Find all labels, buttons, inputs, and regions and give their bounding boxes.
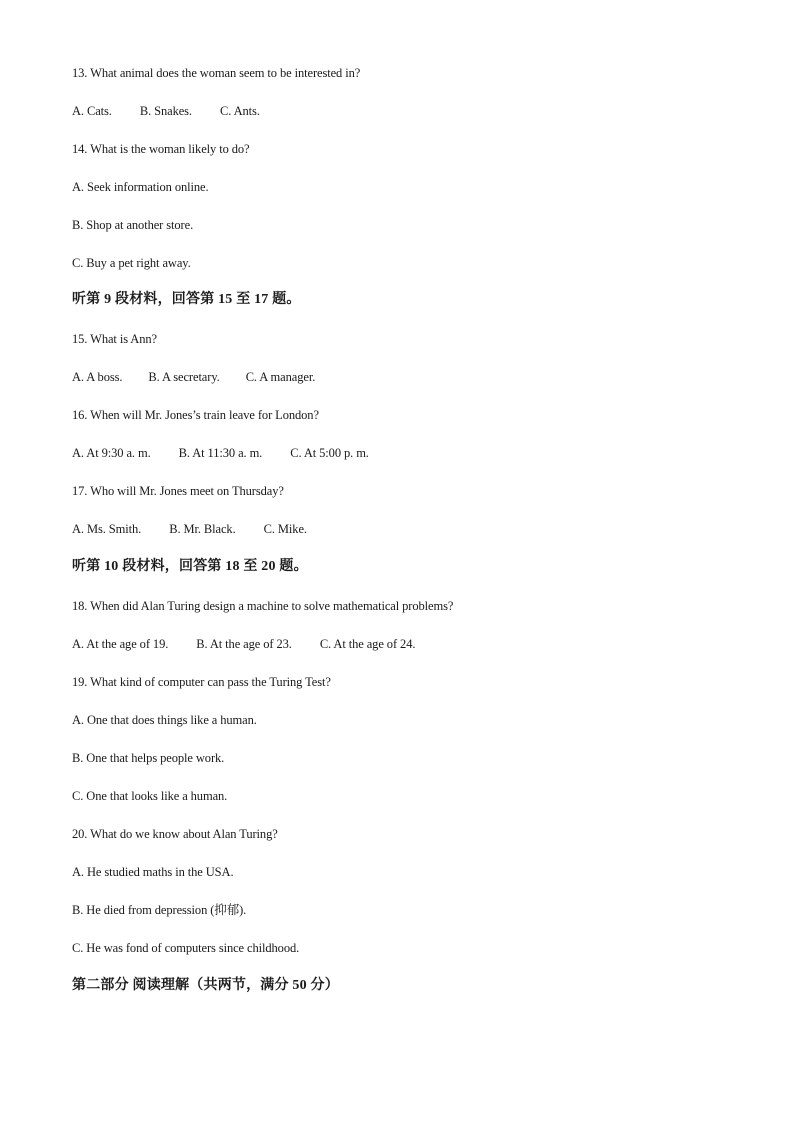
- question-14: 14. What is the woman likely to do?: [72, 142, 250, 156]
- option-16-b: B. At 11:30 a. m.: [178, 446, 263, 460]
- question-15: 15. What is Ann?: [72, 332, 157, 346]
- options-row-15: [72, 369, 315, 385]
- question-19: 19. What kind of computer can pass the Turing Test?: [72, 675, 331, 689]
- options-row-18: [72, 636, 415, 652]
- option-15-c: C. A manager.: [245, 370, 316, 384]
- option-16-c: C. At 5:00 p. m.: [290, 446, 369, 460]
- question-16: 16. When will Mr. Jones’s train leave for London?: [72, 408, 319, 422]
- option-15-b: B. A secretary.: [148, 370, 220, 384]
- section-9-heading: 听第 9 段材料，回答第 15 至 17 题。: [72, 292, 301, 307]
- option-18-b: B. At the age of 23.: [196, 637, 292, 651]
- option-16-a: A. At 9:30 a. m.: [72, 446, 151, 460]
- options-row-17: [72, 521, 307, 537]
- question-18: 18. When did Alan Turing design a machine to solve mathematical problems?: [72, 599, 454, 613]
- option-15-a: A. A boss.: [72, 370, 123, 384]
- option-19-a: A. One that does things like a human.: [72, 713, 257, 727]
- option-17-c: C. Mike.: [263, 522, 307, 536]
- option-17-a: A. Ms. Smith.: [72, 522, 142, 536]
- question-20: 20. What do we know about Alan Turing?: [72, 827, 278, 841]
- question-17: 17. Who will Mr. Jones meet on Thursday?: [72, 484, 284, 498]
- option-14-a: A. Seek information online.: [72, 180, 209, 194]
- option-19-b: B. One that helps people work.: [72, 751, 225, 765]
- part-2-heading: 第二部分 阅读理解（共两节，满分 50 分）: [72, 978, 339, 993]
- option-13-a: A. Cats.: [72, 104, 112, 118]
- option-19-c: C. One that looks like a human.: [72, 789, 228, 803]
- options-row-16: [72, 445, 369, 461]
- option-20-b: B. He died from depression (抑郁).: [72, 903, 247, 917]
- section-10-heading: 听第 10 段材料，回答第 18 至 20 题。: [72, 559, 308, 574]
- option-17-b: B. Mr. Black.: [169, 522, 236, 536]
- option-14-c: C. Buy a pet right away.: [72, 256, 191, 270]
- question-13: 13. What animal does the woman seem to be interested in?: [72, 66, 361, 80]
- option-18-c: C. At the age of 24.: [319, 637, 416, 651]
- option-18-a: A. At the age of 19.: [72, 637, 169, 651]
- option-20-c: C. He was fond of computers since childhood.: [72, 941, 300, 955]
- option-13-b: B. Snakes.: [139, 104, 192, 118]
- option-20-a: A. He studied maths in the USA.: [72, 865, 234, 879]
- options-row-13: [72, 103, 260, 119]
- option-14-b: B. Shop at another store.: [72, 218, 194, 232]
- option-13-c: C. Ants.: [219, 104, 260, 118]
